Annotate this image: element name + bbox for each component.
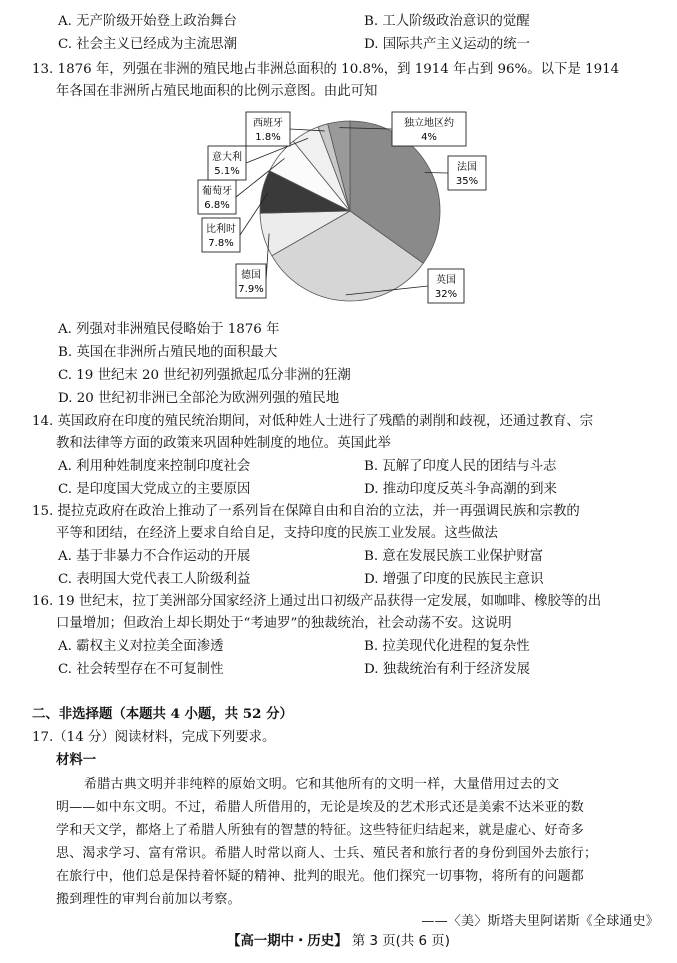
pie-label-name: 法国 (457, 162, 477, 173)
q16-option-c: C. 社会转型存在不可复制性 (58, 662, 224, 677)
pie-label-name: 英国 (436, 275, 456, 286)
material-line: 搬到理性的审判台前加以考察。 (56, 892, 241, 907)
q14-stem-line2: 教和法律等方面的政策来巩固种姓制度的地位。英国此举 (56, 436, 391, 451)
q12-option-c: C. 社会主义已经成为主流思潮 (58, 37, 237, 52)
q12-option-a: A. 无产阶级开始登上政治舞台 (58, 14, 237, 29)
pie-label-name: 比利时 (206, 224, 236, 235)
q17-stem: 17.（14 分）阅读材料，完成下列要求。 (32, 730, 276, 745)
q13-option-c: C. 19 世纪末 20 世纪初列强掀起瓜分非洲的狂潮 (58, 368, 351, 383)
q15-stem-line1: 15. 提拉克政府在政治上推动了一系列旨在保障自由和自治的立法，并一再强调民族和宗教的 (32, 504, 580, 519)
q13-stem-line2: 年各国在非洲所占殖民地面积的比例示意图。由此可知 (56, 84, 378, 99)
pie-label-value: 1.8% (255, 132, 281, 143)
footer-page-number: 第 3 页(共 6 页) (351, 934, 450, 949)
pie-label-name: 德国 (241, 270, 261, 281)
q12-option-b: B. 工人阶级政治意识的觉醒 (364, 14, 530, 29)
pie-label-name: 独立地区约 (404, 118, 454, 129)
pie-label-value: 32% (434, 289, 458, 300)
pie-label-name: 意大利 (212, 152, 242, 163)
q14-option-b: B. 瓦解了印度人民的团结与斗志 (364, 459, 557, 474)
material-line: 明——如中东文明。不过，希腊人所借用的，无论是埃及的艺术形式还是美索不达米亚的数 (56, 800, 585, 815)
pie-chart (190, 106, 490, 316)
pie-label-name: 西班牙 (253, 118, 283, 129)
q13-option-b: B. 英国在非洲所占殖民地的面积最大 (58, 345, 278, 360)
q15-stem-line2: 平等和团结，在经济上要求自给自足，支持印度的民族工业发展。这些做法 (56, 526, 498, 541)
material-line: 学和天文学，都烙上了希腊人所独有的智慧的特征。这些特征归结起来，就是虚心、好奇多 (56, 823, 585, 838)
q16-option-d: D. 独裁统治有利于经济发展 (364, 662, 531, 677)
section-title: 二、非选择题（本题共 4 小题，共 52 分） (32, 706, 293, 722)
pie-label-value: 7.8% (208, 238, 234, 249)
material-line: 在旅行中，他们总是保持着怀疑的精神、批判的眼光。他们探究一切事物，将所有的问题都 (56, 869, 585, 884)
pie-label-value: 5.1% (214, 166, 240, 177)
material-source: ——〈美〉斯塔夫里阿诺斯《全球通史》 (421, 914, 659, 929)
pie-slices (260, 121, 440, 301)
footer-title: 高一期中・历史 (240, 934, 335, 949)
pie-label-name: 葡萄牙 (202, 186, 232, 197)
pie-label-value: 7.9% (238, 284, 264, 295)
pie-label-value: 35% (455, 176, 479, 187)
material-line: 希腊古典文明并非纯粹的原始文明。它和其他所有的文明一样，大量借用过去的文 (84, 777, 560, 792)
material-line: 思、渴求学习、富有常识。希腊人时常以商人、士兵、殖民者和旅行者的身份到国外去旅行； (56, 846, 598, 861)
q15-option-c: C. 表明国大党代表工人阶级利益 (58, 572, 251, 587)
pie-label-value: 6.8% (204, 200, 230, 211)
q16-option-a: A. 霸权主义对拉美全面渗透 (58, 639, 224, 654)
q16-option-b: B. 拉美现代化进程的复杂性 (364, 639, 530, 654)
pie-label-value: 4% (421, 132, 437, 143)
q15-option-d: D. 增强了印度的民族民主意识 (364, 572, 544, 587)
q14-stem-line1: 14. 英国政府在印度的殖民统治期间，对低种姓人士进行了残酷的剥削和歧视，还通过教育、宗 (32, 414, 594, 429)
q14-option-d: D. 推动印度反英斗争高潮的到来 (364, 482, 557, 497)
page-footer (0, 930, 677, 949)
q15-option-a: A. 基于非暴力不合作运动的开展 (58, 549, 251, 564)
q13-option-a: A. 列强对非洲殖民侵略始于 1876 年 (58, 322, 280, 337)
footer-bracket-open: 【 (227, 934, 241, 949)
footer-bracket-close: 】 (334, 934, 348, 949)
q14-option-a: A. 利用种姓制度来控制印度社会 (58, 459, 251, 474)
q15-option-b: B. 意在发展民族工业保护财富 (364, 549, 544, 564)
q14-option-c: C. 是印度国大党成立的主要原因 (58, 482, 251, 497)
material-label: 材料一 (56, 752, 97, 768)
q16-stem-line2: 口量增加；但政治上却长期处于“考迪罗”的独裁统治，社会动荡不安。这说明 (56, 616, 512, 631)
q13-option-d: D. 20 世纪初非洲已全部沦为欧洲列强的殖民地 (58, 391, 340, 406)
q16-stem-line1: 16. 19 世纪末，拉丁美洲部分国家经济上通过出口初级产品获得一定发展，如咖啡、橡胶等的出 (32, 594, 602, 609)
q12-option-d: D. 国际共产主义运动的统一 (364, 37, 531, 52)
q13-stem-line1: 13. 1876 年，列强在非洲的殖民地占非洲总面积的 10.8%，到 1914 年占到 96%。以下是 1914 (32, 62, 620, 77)
